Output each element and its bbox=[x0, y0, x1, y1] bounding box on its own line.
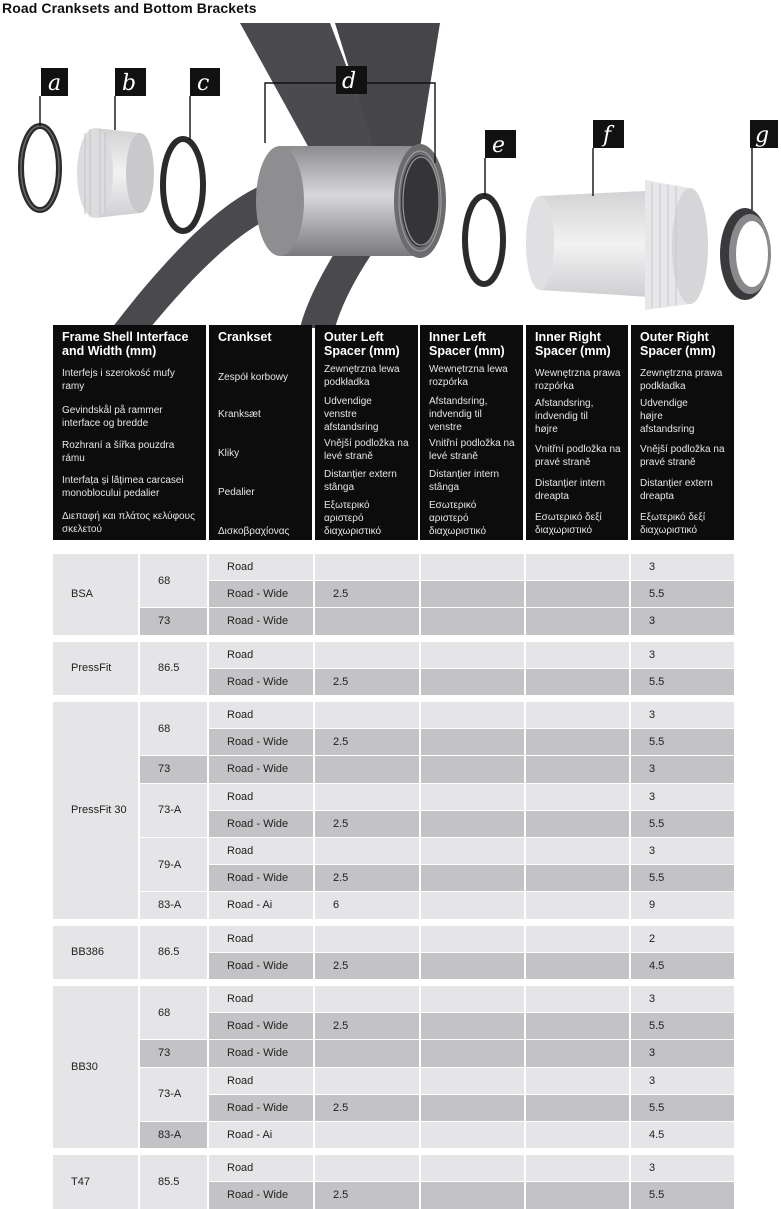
crankset-cell: Road - Wide bbox=[209, 1040, 313, 1066]
outer-right-cell: 5.5 bbox=[631, 669, 734, 695]
outer-right-cell: 3 bbox=[631, 554, 734, 580]
outer-left-cell: 2.5 bbox=[315, 669, 419, 695]
inner-left-cell bbox=[421, 1013, 524, 1039]
inner-left-cell bbox=[421, 702, 524, 728]
outer-right-cell: 3 bbox=[631, 756, 734, 782]
outer-right-cell: 3 bbox=[631, 784, 734, 810]
tag-e bbox=[485, 130, 516, 158]
width-cell: 86.5 bbox=[140, 642, 207, 695]
header-translation: Udvendige højre afstandsring bbox=[640, 398, 695, 435]
outer-right-cell: 3 bbox=[631, 1155, 734, 1181]
outer-left-cell bbox=[315, 1155, 419, 1181]
width-cell: 83-A bbox=[140, 1122, 207, 1148]
outer-right-cell: 2 bbox=[631, 926, 734, 952]
inner-right-cell bbox=[526, 838, 629, 864]
header-outer-right bbox=[631, 325, 734, 540]
inner-right-cell bbox=[526, 1068, 629, 1094]
inner-left-cell bbox=[421, 581, 524, 607]
inner-left-cell bbox=[421, 811, 524, 837]
outer-right-cell: 3 bbox=[631, 1068, 734, 1094]
inner-right-cell bbox=[526, 865, 629, 891]
crankset-cell: Road bbox=[209, 702, 313, 728]
inner-left-cell bbox=[421, 1095, 524, 1121]
header-translation: Vnější podložka na pravé straně bbox=[640, 444, 725, 468]
inner-left-cell bbox=[421, 892, 524, 918]
part-e-spacer bbox=[465, 196, 503, 284]
inner-right-cell bbox=[526, 756, 629, 782]
tag-a bbox=[41, 68, 68, 96]
tag-b bbox=[115, 68, 146, 96]
header-translation: Distanțier extern dreapta bbox=[640, 478, 713, 502]
inner-right-cell bbox=[526, 554, 629, 580]
outer-left-cell: 2.5 bbox=[315, 729, 419, 755]
inner-left-cell bbox=[421, 838, 524, 864]
inner-left-cell bbox=[421, 1068, 524, 1094]
width-cell: 73 bbox=[140, 756, 207, 782]
inner-left-cell bbox=[421, 608, 524, 634]
inner-right-cell bbox=[526, 926, 629, 952]
crankset-cell: Road bbox=[209, 784, 313, 810]
outer-right-cell: 3 bbox=[631, 986, 734, 1012]
inner-left-cell bbox=[421, 1182, 524, 1208]
header-translation: Wewnętrzna lewa rozpórka bbox=[429, 364, 508, 388]
outer-left-cell: 2.5 bbox=[315, 581, 419, 607]
inner-right-cell bbox=[526, 811, 629, 837]
frame-shell-cell: BB30 bbox=[53, 986, 138, 1148]
outer-left-cell bbox=[315, 554, 419, 580]
outer-right-cell: 3 bbox=[631, 1040, 734, 1066]
tag-c-label: c bbox=[197, 71, 210, 96]
header-translation: Distanțier extern stânga bbox=[324, 469, 397, 493]
inner-left-cell bbox=[421, 1040, 524, 1066]
header-translation: Udvendige venstre afstandsring bbox=[324, 396, 379, 433]
header-title: Crankset bbox=[218, 330, 272, 344]
inner-left-cell bbox=[421, 986, 524, 1012]
outer-right-cell: 5.5 bbox=[631, 729, 734, 755]
outer-left-cell bbox=[315, 986, 419, 1012]
frame-shell-cell: T47 bbox=[53, 1155, 138, 1208]
crankset-cell: Road - Wide bbox=[209, 608, 313, 634]
bottom-bracket-diagram bbox=[0, 18, 781, 328]
header-inner-right bbox=[526, 325, 628, 540]
inner-left-cell bbox=[421, 926, 524, 952]
outer-right-cell: 5.5 bbox=[631, 581, 734, 607]
outer-left-cell: 2.5 bbox=[315, 865, 419, 891]
inner-right-cell bbox=[526, 702, 629, 728]
inner-left-cell bbox=[421, 784, 524, 810]
inner-right-cell bbox=[526, 608, 629, 634]
width-cell: 83-A bbox=[140, 892, 207, 918]
part-f-cartridge bbox=[526, 180, 708, 310]
tag-a-label: a bbox=[48, 71, 62, 96]
outer-left-cell: 2.5 bbox=[315, 1095, 419, 1121]
header-translation: Pedalier bbox=[218, 487, 255, 498]
header-title: Inner Left Spacer (mm) bbox=[429, 330, 505, 358]
outer-right-cell: 3 bbox=[631, 702, 734, 728]
tag-d bbox=[336, 66, 367, 94]
frame-shell-cell: PressFit 30 bbox=[53, 702, 138, 919]
bb-shell bbox=[256, 144, 446, 258]
crankset-cell: Road - Wide bbox=[209, 581, 313, 607]
outer-left-cell bbox=[315, 926, 419, 952]
outer-left-cell bbox=[315, 702, 419, 728]
outer-left-cell: 2.5 bbox=[315, 811, 419, 837]
inner-right-cell bbox=[526, 1182, 629, 1208]
header-translation: Kliky bbox=[218, 448, 240, 459]
crankset-cell: Road - Wide bbox=[209, 811, 313, 837]
inner-right-cell bbox=[526, 1040, 629, 1066]
outer-right-cell: 3 bbox=[631, 642, 734, 668]
tag-f bbox=[593, 120, 624, 148]
header-translation: Distanțier intern dreapta bbox=[535, 478, 606, 502]
outer-right-cell: 5.5 bbox=[631, 1095, 734, 1121]
tag-g-label: g bbox=[755, 123, 770, 148]
crankset-cell: Road - Wide bbox=[209, 669, 313, 695]
header-frame-shell bbox=[53, 325, 206, 540]
tag-f-label: f bbox=[603, 123, 612, 148]
header-translation: Interfața și lățimea carcasei monoblocului pedalier bbox=[62, 475, 184, 499]
crankset-cell: Road bbox=[209, 1068, 313, 1094]
inner-left-cell bbox=[421, 729, 524, 755]
outer-left-cell: 6 bbox=[315, 892, 419, 918]
crankset-cell: Road - Wide bbox=[209, 953, 313, 979]
header-translation: Vnitřní podložka na levé straně bbox=[429, 438, 515, 462]
part-b-cup bbox=[77, 128, 154, 218]
crankset-cell: Road bbox=[209, 926, 313, 952]
outer-right-cell: 5.5 bbox=[631, 1013, 734, 1039]
frame-shell-cell: BB386 bbox=[53, 926, 138, 979]
header-translation: Εσωτερικό αριστερό διαχωριστικό bbox=[429, 500, 487, 537]
outer-left-cell bbox=[315, 1040, 419, 1066]
outer-left-cell bbox=[315, 784, 419, 810]
header-translation: Vnější podložka na levé straně bbox=[324, 438, 409, 462]
inner-left-cell bbox=[421, 669, 524, 695]
inner-right-cell bbox=[526, 1155, 629, 1181]
crankset-cell: Road - Wide bbox=[209, 1182, 313, 1208]
crankset-cell: Road bbox=[209, 642, 313, 668]
crankset-cell: Road bbox=[209, 986, 313, 1012]
inner-right-cell bbox=[526, 642, 629, 668]
header-title: Inner Right Spacer (mm) bbox=[535, 330, 611, 358]
crankset-cell: Road bbox=[209, 1155, 313, 1181]
inner-right-cell bbox=[526, 986, 629, 1012]
part-a-spacer bbox=[21, 126, 59, 210]
header-title: Frame Shell Interface and Width (mm) bbox=[62, 330, 189, 358]
crankset-cell: Road - Wide bbox=[209, 865, 313, 891]
outer-right-cell: 3 bbox=[631, 608, 734, 634]
tag-c bbox=[190, 68, 220, 96]
frame-shell-cell: PressFit bbox=[53, 642, 138, 695]
header-translation: Zewnętrzna lewa podkładka bbox=[324, 364, 400, 388]
outer-left-cell bbox=[315, 838, 419, 864]
header-translation: Gevindskål på rammer interface og bredde bbox=[62, 405, 163, 429]
header-translation: Kranksæt bbox=[218, 409, 261, 420]
width-cell: 85.5 bbox=[140, 1155, 207, 1208]
tag-d-label: d bbox=[342, 69, 357, 94]
width-cell: 86.5 bbox=[140, 926, 207, 979]
outer-right-cell: 5.5 bbox=[631, 811, 734, 837]
outer-left-cell: 2.5 bbox=[315, 1182, 419, 1208]
header-translation: Δισκοβραχίονας bbox=[218, 526, 290, 537]
outer-left-cell bbox=[315, 608, 419, 634]
outer-left-cell: 2.5 bbox=[315, 953, 419, 979]
inner-right-cell bbox=[526, 729, 629, 755]
inner-right-cell bbox=[526, 581, 629, 607]
inner-left-cell bbox=[421, 1155, 524, 1181]
header-translation: Interfejs i szerokość mufy ramy bbox=[62, 368, 175, 392]
header-translation: Rozhraní a šířka pouzdra rámu bbox=[62, 440, 175, 464]
header-translation: Vnitřní podložka na pravé straně bbox=[535, 444, 621, 468]
tag-b-label: b bbox=[122, 71, 137, 96]
inner-right-cell bbox=[526, 892, 629, 918]
inner-left-cell bbox=[421, 1122, 524, 1148]
width-cell: 68 bbox=[140, 702, 207, 755]
header-title: Outer Left Spacer (mm) bbox=[324, 330, 400, 358]
header-translation: Διεπαφή και πλάτος κελύφους σκελετού bbox=[62, 511, 195, 535]
header-translation: Afstandsring, indvendig til venstre bbox=[429, 396, 488, 433]
header-translation: Εσωτερικό δεξί διαχωριστικό bbox=[535, 512, 602, 536]
inner-left-cell bbox=[421, 642, 524, 668]
width-cell: 68 bbox=[140, 554, 207, 607]
width-cell: 73 bbox=[140, 1040, 207, 1066]
header-translation: Zespół korbowy bbox=[218, 372, 289, 383]
header-translation: Εξωτερικό δεξί διαχωριστικό bbox=[640, 512, 706, 536]
inner-right-cell bbox=[526, 1122, 629, 1148]
header-inner-left bbox=[420, 325, 523, 540]
header-translation: Wewnętrzna prawa rozpórka bbox=[535, 368, 621, 392]
outer-right-cell: 9 bbox=[631, 892, 734, 918]
crankset-cell: Road - Ai bbox=[209, 1122, 313, 1148]
header-outer-left bbox=[315, 325, 418, 540]
outer-left-cell bbox=[315, 642, 419, 668]
part-g-outer-cup bbox=[720, 208, 771, 300]
width-cell: 73-A bbox=[140, 784, 207, 837]
inner-right-cell bbox=[526, 784, 629, 810]
outer-left-cell bbox=[315, 1068, 419, 1094]
inner-left-cell bbox=[421, 953, 524, 979]
inner-right-cell bbox=[526, 953, 629, 979]
crankset-cell: Road - Wide bbox=[209, 1013, 313, 1039]
crankset-cell: Road - Wide bbox=[209, 729, 313, 755]
inner-left-cell bbox=[421, 756, 524, 782]
inner-right-cell bbox=[526, 669, 629, 695]
crankset-cell: Road - Ai bbox=[209, 892, 313, 918]
frame-shell-cell: BSA bbox=[53, 554, 138, 635]
part-c-spacer bbox=[163, 139, 203, 231]
outer-right-cell: 5.5 bbox=[631, 865, 734, 891]
outer-right-cell: 3 bbox=[631, 838, 734, 864]
crankset-cell: Road - Wide bbox=[209, 1095, 313, 1121]
tag-g bbox=[750, 120, 778, 148]
inner-left-cell bbox=[421, 554, 524, 580]
inner-right-cell bbox=[526, 1095, 629, 1121]
width-cell: 73-A bbox=[140, 1068, 207, 1121]
header-translation: Εξωτερικό αριστερό διαχωριστικό bbox=[324, 500, 382, 537]
outer-left-cell bbox=[315, 1122, 419, 1148]
outer-left-cell bbox=[315, 756, 419, 782]
crankset-cell: Road bbox=[209, 838, 313, 864]
width-cell: 79-A bbox=[140, 838, 207, 891]
header-translation: Zewnętrzna prawa podkładka bbox=[640, 368, 723, 392]
inner-right-cell bbox=[526, 1013, 629, 1039]
header-title: Outer Right Spacer (mm) bbox=[640, 330, 716, 358]
tag-e-label: e bbox=[492, 133, 506, 158]
outer-right-cell: 4.5 bbox=[631, 953, 734, 979]
header-translation: Distanțier intern stânga bbox=[429, 469, 500, 493]
width-cell: 73 bbox=[140, 608, 207, 634]
page-title: Road Cranksets and Bottom Brackets bbox=[2, 0, 257, 16]
header-translation: Afstandsring, indvendig til højre bbox=[535, 398, 594, 435]
crankset-cell: Road - Wide bbox=[209, 756, 313, 782]
outer-left-cell: 2.5 bbox=[315, 1013, 419, 1039]
crankset-cell: Road bbox=[209, 554, 313, 580]
outer-right-cell: 5.5 bbox=[631, 1182, 734, 1208]
width-cell: 68 bbox=[140, 986, 207, 1039]
header-crankset bbox=[209, 325, 312, 540]
inner-left-cell bbox=[421, 865, 524, 891]
outer-right-cell: 4.5 bbox=[631, 1122, 734, 1148]
